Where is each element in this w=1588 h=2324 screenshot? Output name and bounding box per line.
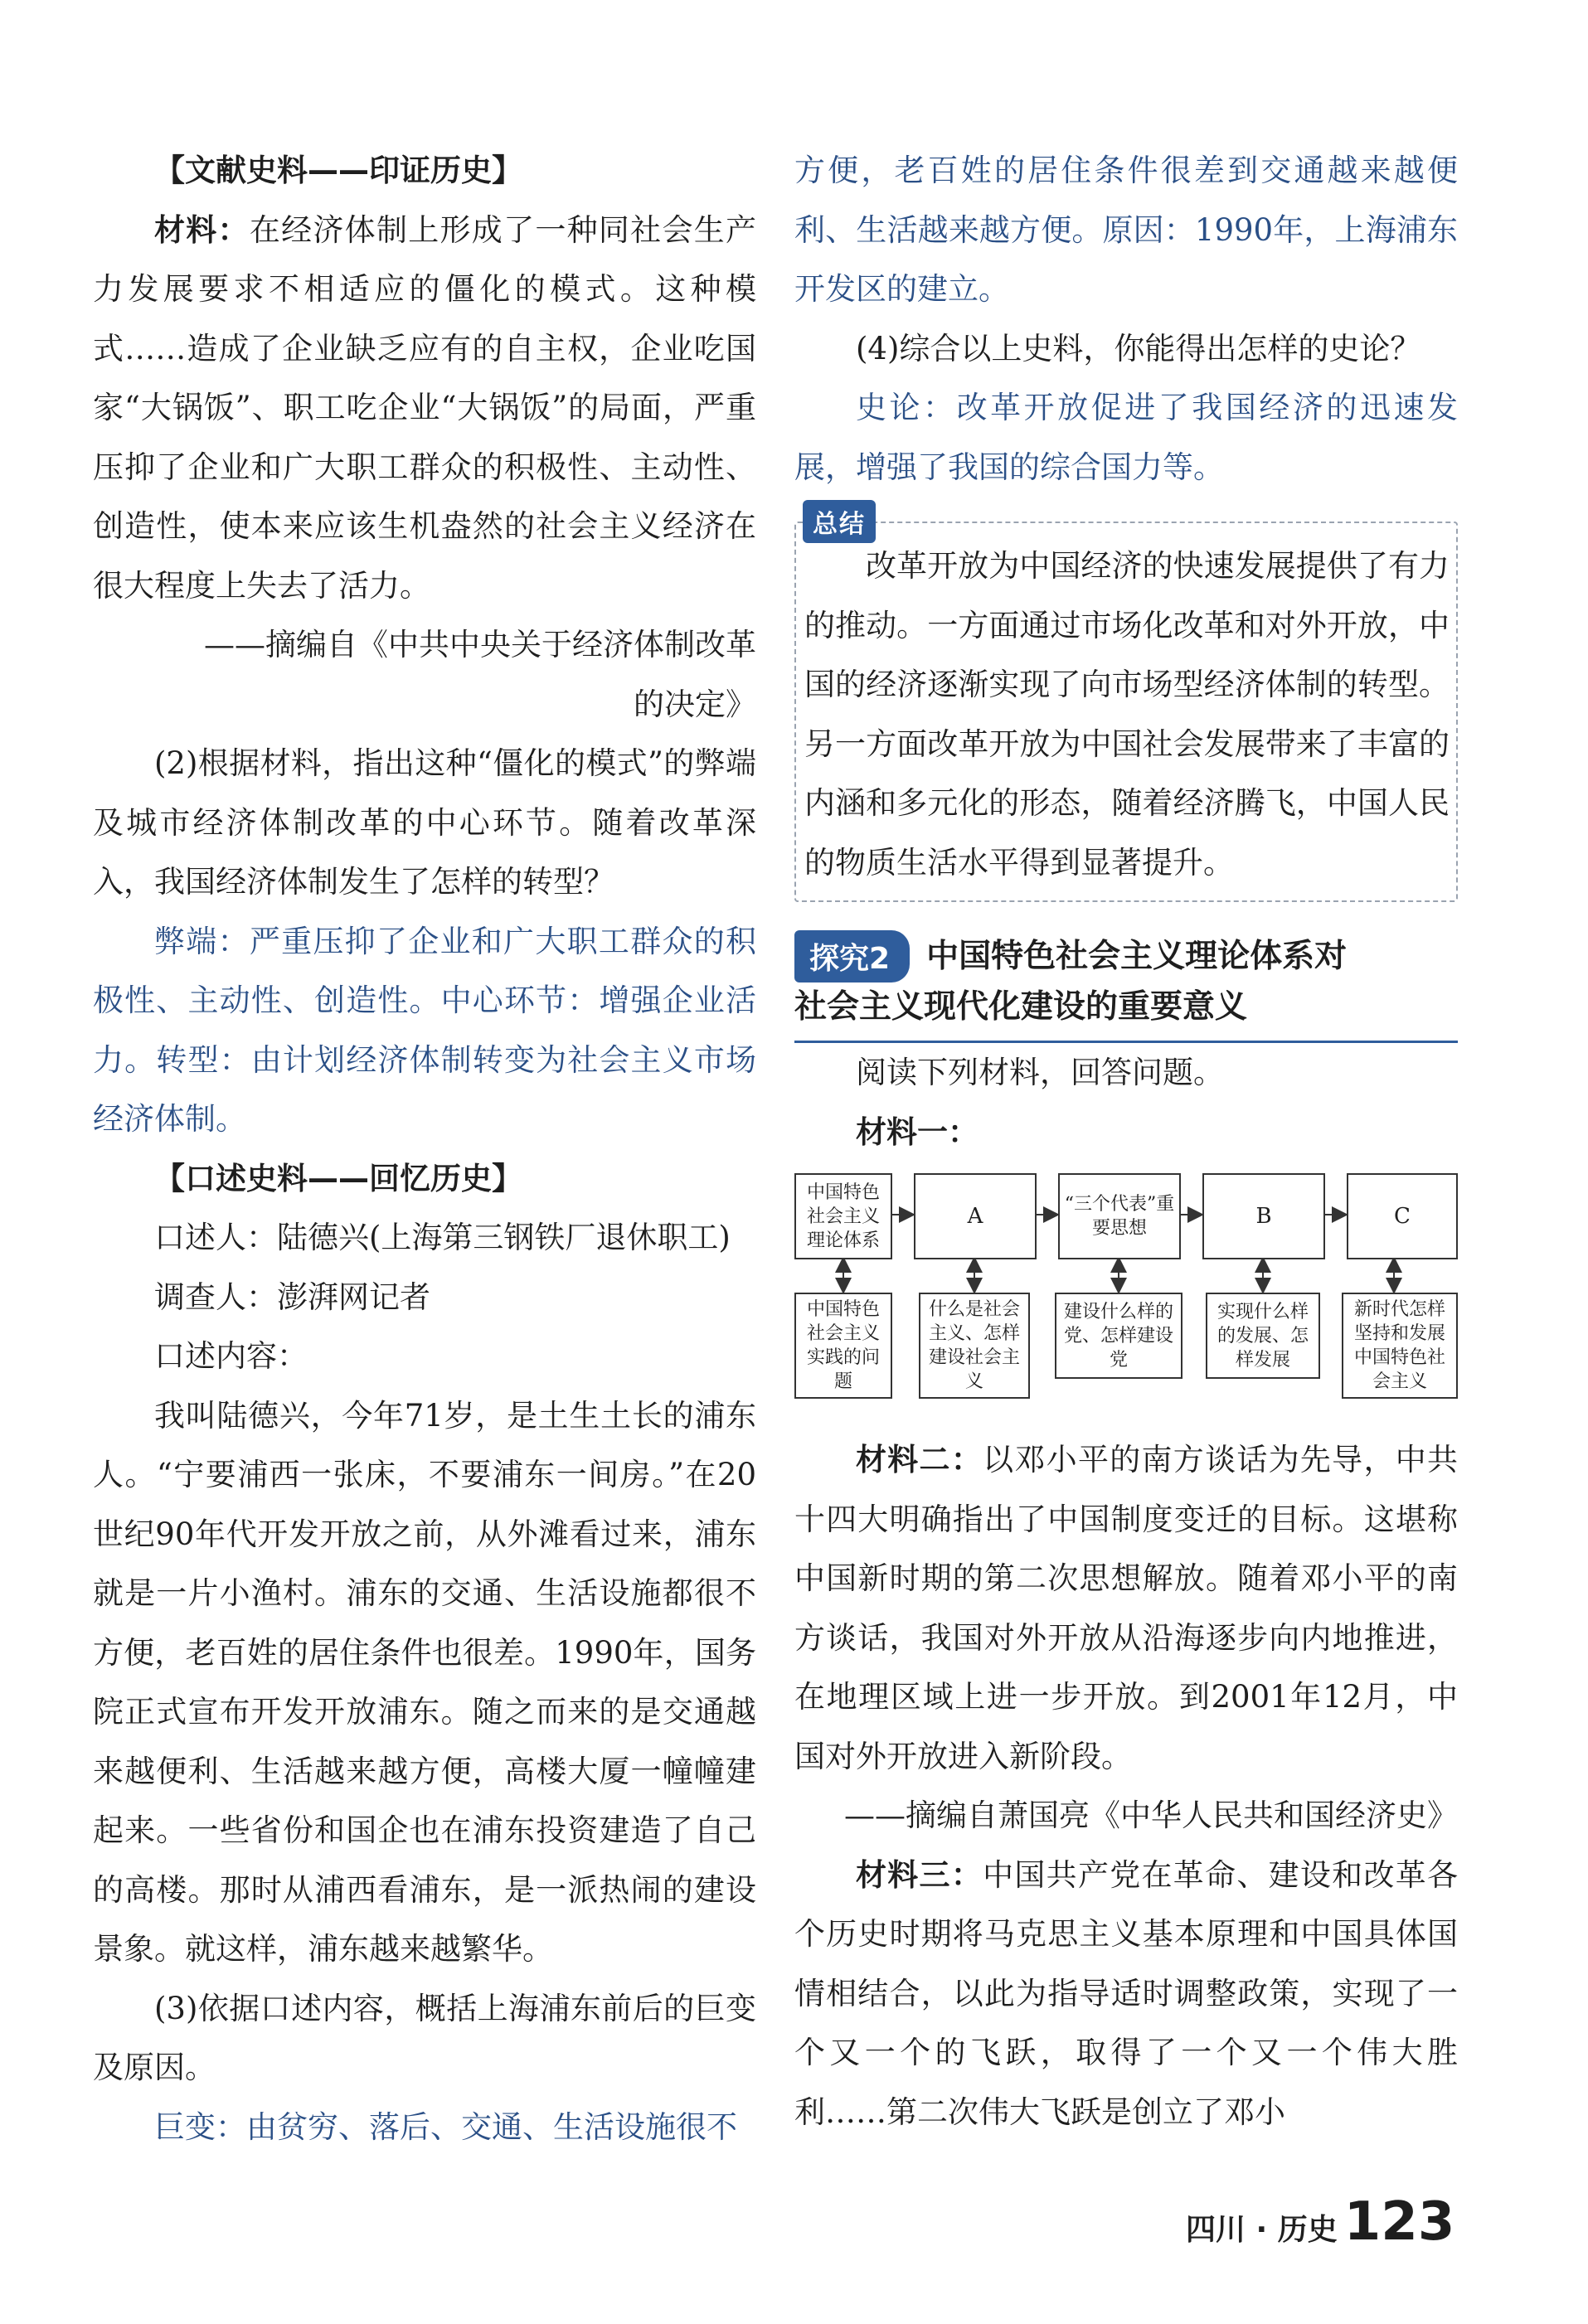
heading-oral: 【口述史料——回忆历史】 xyxy=(154,1160,522,1196)
top-box-c: C xyxy=(1347,1173,1458,1259)
source-2: ——摘编自萧国亮《中华人民共和国经济史》 xyxy=(844,1798,1458,1833)
explore-tag: 探究2 xyxy=(794,930,910,982)
content-label: 口述内容： xyxy=(154,1338,308,1374)
question-3: (3)依据口述内容，概括上海浦东前后的巨变及原因。 xyxy=(93,1990,756,2085)
top-box-3: “三个代表”重要思想 xyxy=(1058,1173,1181,1259)
right-column xyxy=(794,141,1458,2142)
summary-box xyxy=(794,510,1458,902)
narrator: 口述人：陆德兴(上海第三钢铁厂退休职工) xyxy=(154,1220,731,1255)
summary-tag: 总结 xyxy=(803,500,876,543)
footer-label: 四川 · 历史 xyxy=(1186,2213,1338,2247)
bottom-box-2: 什么是社会主义、怎样建设社会主义 xyxy=(919,1293,1030,1399)
material-label: 材料： xyxy=(154,211,250,248)
material-2-label: 材料二： xyxy=(856,1442,983,1477)
material-3-label: 材料三： xyxy=(856,1856,983,1893)
answer-4: 史论：改革开放促进了我国经济的迅速发展，增强了我国的综合国力等。 xyxy=(794,390,1458,485)
bottom-box-5: 新时代怎样坚持和发展中国特色社会主义 xyxy=(1342,1293,1458,1399)
material-2-text: 以邓小平的南方谈话为先导，中共十四大明确指出了中国制度变迁的目标。这堪称中国新时期的第二次思想解放。随着邓小平的南方谈话，我国对外开放从沿海逐步向内地推进，在地理区域上进一步开放。到2001年12月，中国对外开放进入新阶段。 xyxy=(794,1442,1459,1774)
answer-3-start: 巨变：由贫穷、落后、交通、生活设施很不 xyxy=(154,2108,737,2145)
material-text: 在经济体制上形成了一种同社会生产力发展要求不相适应的僵化的模式。这种模式……造成了企业缺乏应有的自主权，企业吃国家“大锅饭”、职工吃企业“大锅饭”的局面，严重压抑了企业和广大职工群众的积极性、主动性、创造性，使本来应该生机盎然的社会主义经济在很大程度上失去了活力。 xyxy=(93,211,757,604)
oral-text: 我叫陆德兴，今年71岁，是土生土长的浦东人。“宁要浦西一张床，不要浦东一间房。”在20世纪90年代开发开放之前，从外滩看过来，浦东就是一片小渔村。浦东的交通、生活设施都很不方便，老百姓的居住条件也很差。1990年，国务院正式宣布开发开放浦东。随之而来的是交通越来越便利、生活越来越方便，高楼大厦一幢幢建起来。一些省份和国企也在浦东投资建造了自己的高楼。那时从浦西看浦东，是一派热闹的建设景象。就这样，浦东越来越繁华。 xyxy=(93,1397,756,1967)
top-box-a: A xyxy=(914,1173,1037,1259)
heading-documentary: 【文献史料——印证历史】 xyxy=(154,153,522,188)
left-column xyxy=(93,141,756,2157)
material-paragraph xyxy=(93,201,756,616)
material-3-text: 中国共产党在革命、建设和改革各个历史时期将马克思主义基本原理和中国具体国情相结合，以此为指导适时调整政策，实现了一个又一个的飞跃，取得了一个又一个伟大胜利……第二次伟大飞跃是创立了邓小 xyxy=(794,1856,1459,2130)
explore-title-line-1: 中国特色社会主义理论体系对 xyxy=(926,937,1348,975)
summary-text: 改革开放为中国经济的快速发展提供了有力的推动。一方面通过市场化改革和对外开放，中国的经济逐渐实现了向市场型经济体制的转型。另一方面改革开放为中国社会发展带来了丰富的内涵和多元化的形态，随着经济腾飞，中国人民的物质生活水平得到显著提升。 xyxy=(804,548,1450,881)
instruction: 阅读下列材料，回答问题。 xyxy=(856,1055,1224,1090)
question-2: (2)根据材料，指出这种“僵化的模式”的弊端及城市经济体制改革的中心环节。随着改革深入，我国经济体制发生了怎样的转型？ xyxy=(93,745,756,900)
source-line-1: ——摘编自《中共中央关于经济体制改革 xyxy=(204,627,756,662)
bottom-box-4: 实现什么样的发展、怎样发展 xyxy=(1206,1293,1320,1379)
investigator: 调查人：澎湃网记者 xyxy=(154,1278,430,1315)
answer-2: 弊端：严重压抑了企业和广大职工群众的积极性、主动性、创造性。中心环节：增强企业活力。转型：由计划经济体制转变为社会主义市场经济体制。 xyxy=(93,923,756,1137)
top-box-b: B xyxy=(1202,1173,1325,1259)
material-3 xyxy=(794,1846,1458,2142)
material-2 xyxy=(794,1430,1458,1786)
answer-3-continued: 方便，老百姓的居住条件很差到交通越来越便利、生活越来越方便。原因：1990年，上海浦东开发区的建立。 xyxy=(794,153,1458,307)
explore-header xyxy=(794,930,1458,1043)
source-line-2: 的决定》 xyxy=(634,686,756,722)
material-1-label: 材料一： xyxy=(856,1113,979,1150)
page-number: 123 xyxy=(1343,2191,1455,2253)
top-box-1: 中国特色社会主义理论体系 xyxy=(794,1173,892,1259)
theory-diagram xyxy=(794,1173,1458,1430)
question-4: (4)综合以上史料，你能得出怎样的史论？ xyxy=(856,330,1421,366)
page-footer xyxy=(1186,2191,1455,2253)
bottom-box-1: 中国特色社会主义实践的问题 xyxy=(794,1293,892,1399)
explore-title-line-2: 社会主义现代化建设的重要意义 xyxy=(794,988,1248,1026)
bottom-box-3: 建设什么样的党、怎样建设党 xyxy=(1055,1293,1183,1379)
